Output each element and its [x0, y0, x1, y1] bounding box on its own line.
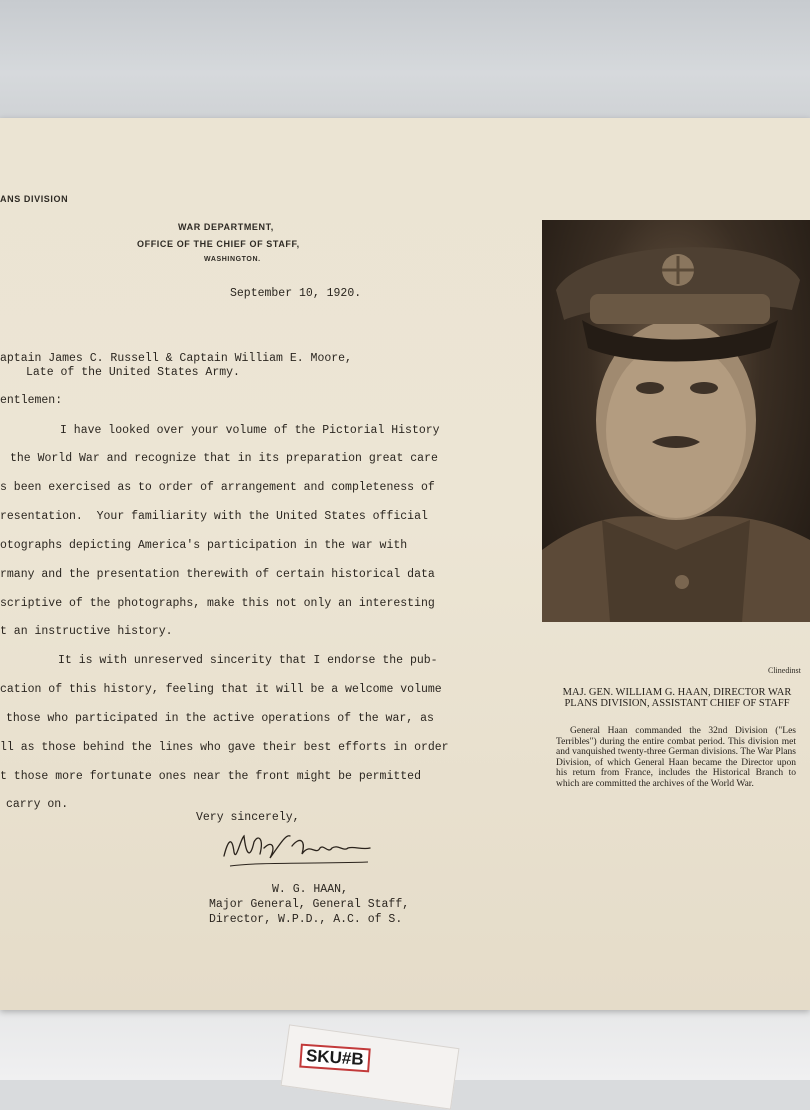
sku-label: SKU#B [299, 1044, 370, 1073]
letter-line: t those more fortunate ones near the front might be permitted [0, 770, 421, 783]
photo-credit: Clinedinst [768, 666, 801, 675]
letter-line: scriptive of the photographs, make this not only an interesting [0, 597, 435, 610]
caption-body: General Haan commanded the 32nd Division ("Les Terribles") during the entire combat period. This division met and vanquished twenty-three German divisions. The War Plans Division, of which General Haan became the Director upon his return from France, includes the Historical Branch to which are committed the archives of the World War. [556, 726, 796, 789]
office-heading: OFFICE OF THE CHIEF OF STAFF, [137, 239, 300, 249]
letter-line: It is with unreserved sincerity that I endorse the pub- [58, 654, 438, 667]
portrait-photo [542, 220, 810, 622]
letter-line: those who participated in the active operations of the war, as [6, 712, 434, 725]
signature-name: W. G. HAAN, [272, 883, 348, 896]
background-top [0, 0, 810, 122]
letter-salutation: entlemen: [0, 394, 63, 407]
letter-line: the World War and recognize that in its preparation great care [10, 452, 438, 465]
letter-line: resentation. Your familiarity with the United States official [0, 510, 428, 523]
letter-line: cation of this history, feeling that it will be a welcome volume [0, 683, 442, 696]
letter-line: I have looked over your volume of the Pictorial History [60, 424, 440, 437]
division-label: ANS DIVISION [0, 194, 69, 204]
department-heading: WAR DEPARTMENT, [178, 222, 274, 232]
letter-line: t an instructive history. [0, 625, 173, 638]
letter-line: carry on. [6, 798, 69, 811]
signature-title: Director, W.P.D., A.C. of S. [209, 913, 403, 926]
handwritten-signature [220, 826, 380, 881]
letter-date: September 10, 1920. [230, 287, 362, 300]
caption-title: MAJ. GEN. WILLIAM G. HAAN, DIRECTOR WAR PLANS DIVISION, ASSISTANT CHIEF OF STAFF [562, 687, 792, 709]
letter-line: ll as those behind the lines who gave their best efforts in order [0, 741, 449, 754]
letter-line: rmany and the presentation therewith of certain historical data [0, 568, 435, 581]
letter-line: s been exercised as to order of arrangement and completeness of [0, 481, 435, 494]
letter-closing: Very sincerely, [196, 811, 300, 824]
signature-title: Major General, General Staff, [209, 898, 410, 911]
letter-line: otographs depicting America's participation in the war with [0, 539, 408, 552]
letter-address-line: Late of the United States Army. [26, 366, 240, 379]
letter-address-line: aptain James C. Russell & Captain William E. Moore, [0, 352, 352, 365]
city-heading: WASHINGTON. [204, 256, 261, 263]
